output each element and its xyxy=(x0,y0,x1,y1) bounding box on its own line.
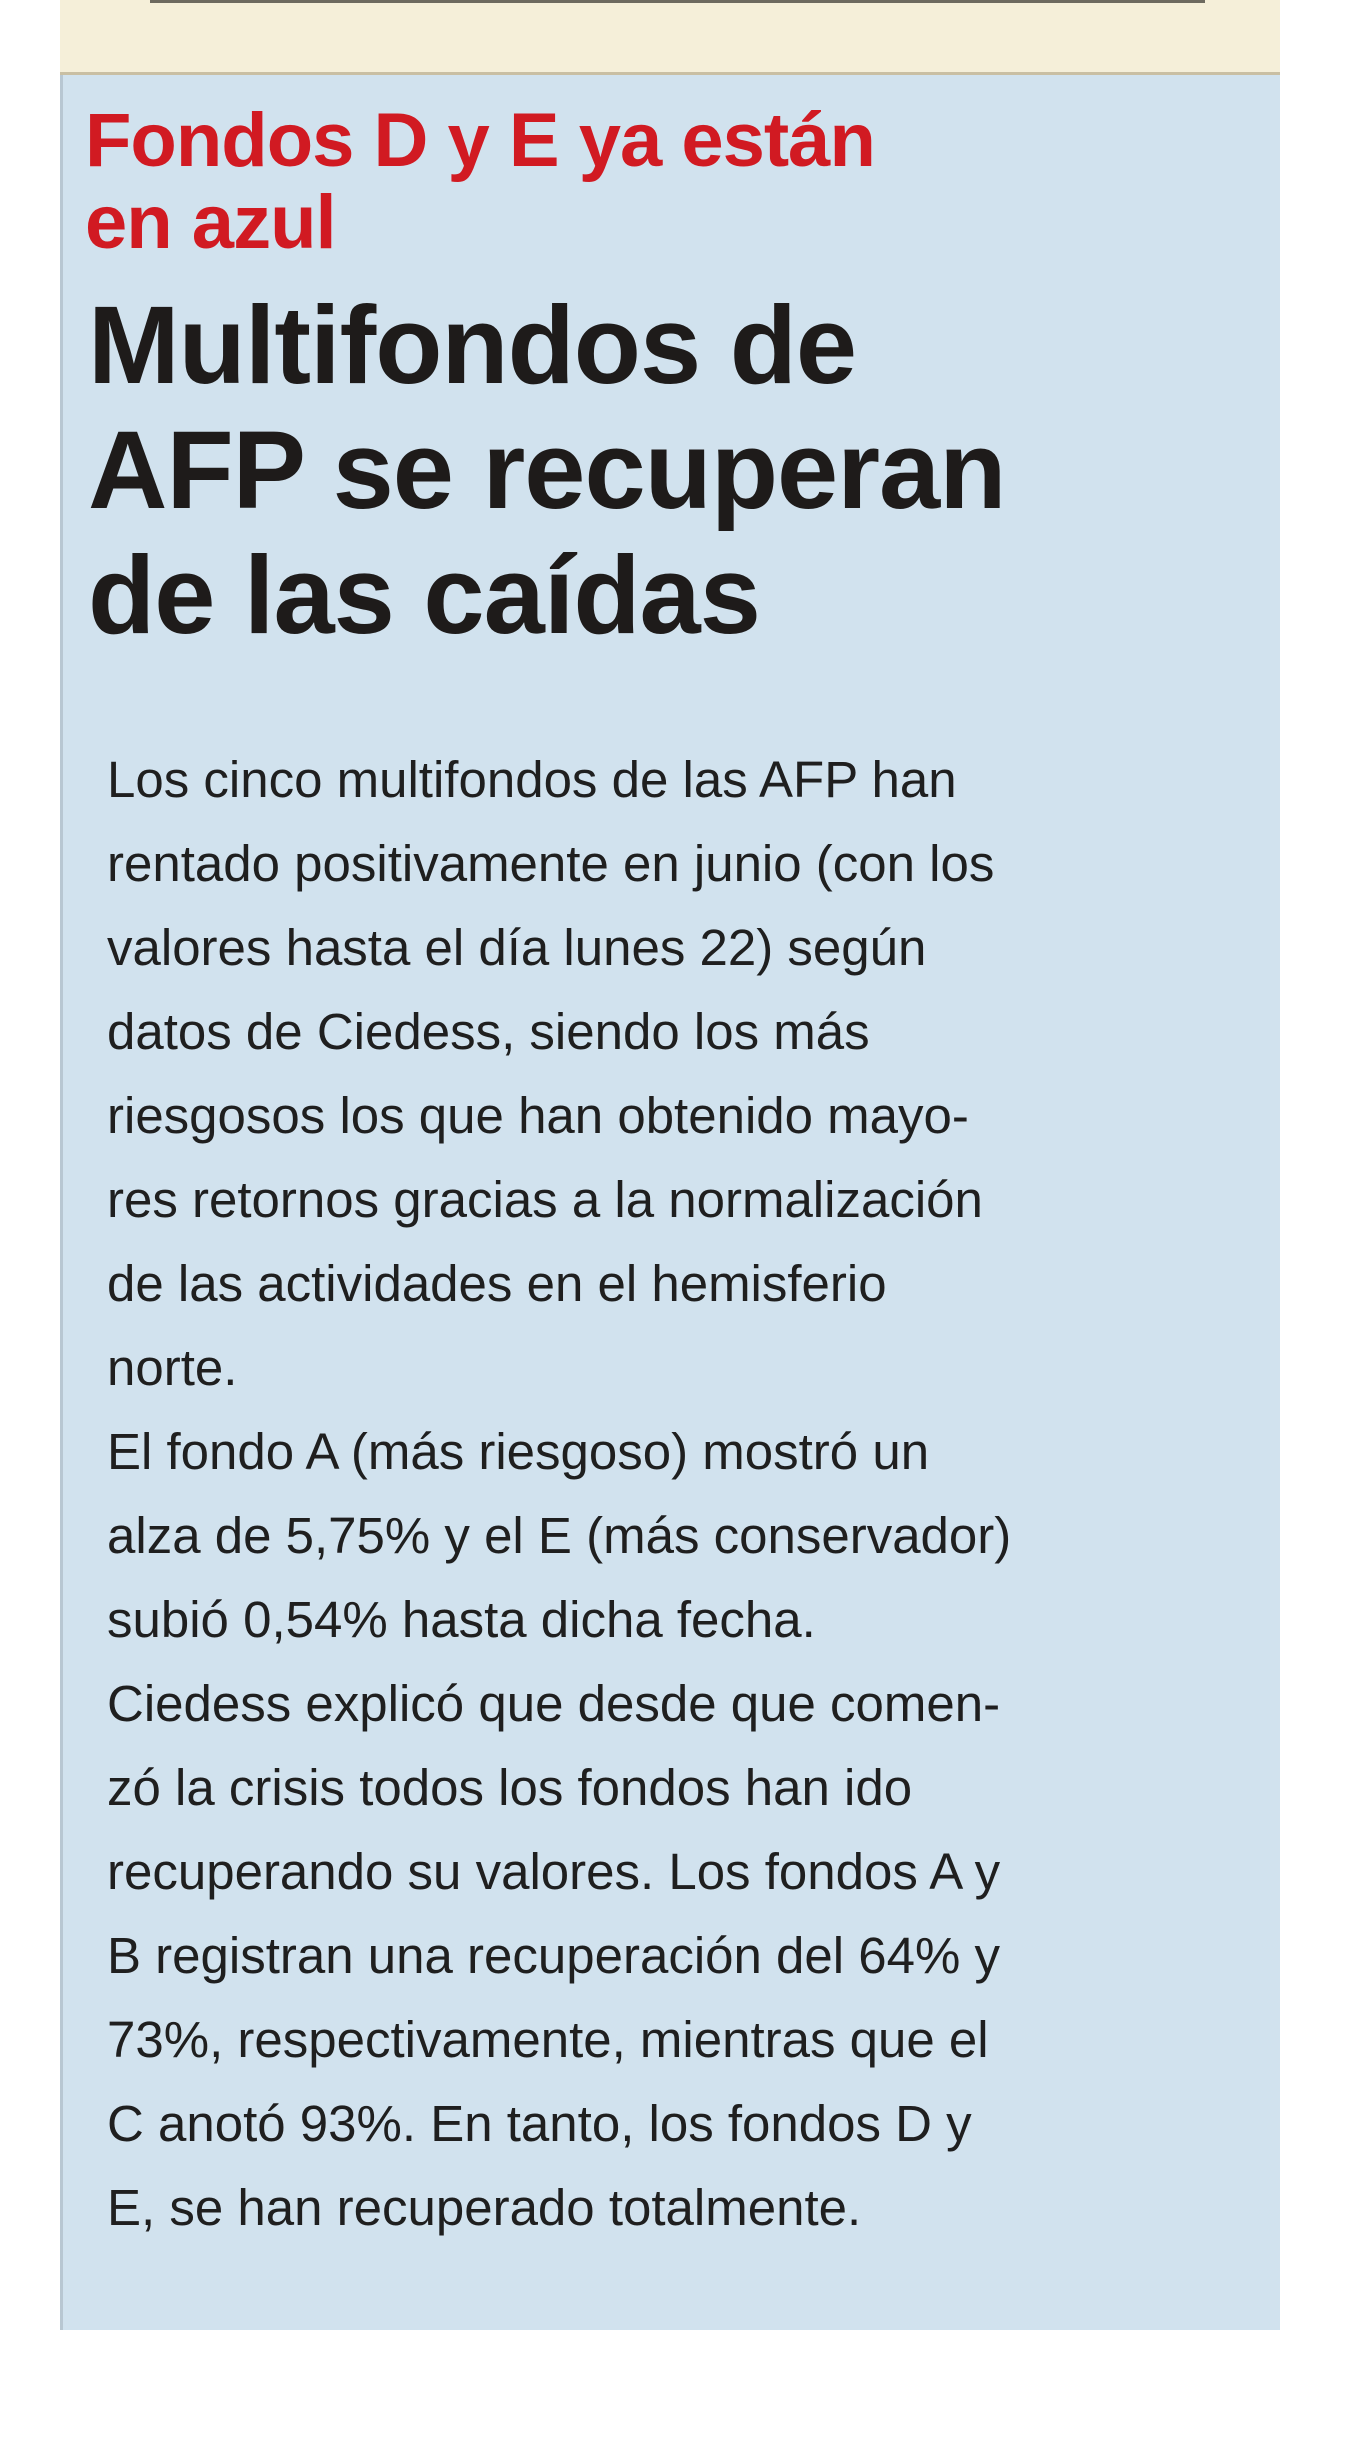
article-paragraph-3: Ciedess explicó que desde que comen- zó la crisis todos los fondos han ido recuperando su valores. Los fondos A y B registran una recuperación del 64% y 73%, respectivamente, mientras que el C anotó 93%. En tanto, los fondos D y E, se han recuperado totalmente. xyxy=(107,1675,1001,2236)
article-paragraph-1: Los cinco multifondos de las AFP han rentado positivamente en junio (con los valores hasta el día lunes 22) según datos de Ciedess, siendo los más riesgosos los que han obtenido mayo- res retornos gracias a la normalización de las actividades en el hemisferio norte. xyxy=(107,751,995,1396)
article-kicker: Fondos D y E ya están en azul xyxy=(85,98,875,265)
top-rule xyxy=(150,0,1205,3)
article-body xyxy=(107,738,1247,2250)
article-paragraph-2: El fondo A (más riesgoso) mostró un alza de 5,75% y el E (más conservador) subió 0,54% hasta dicha fecha. xyxy=(107,1423,1012,1648)
top-band xyxy=(60,0,1280,73)
article-headline: Multifondos de AFP se recuperan de las caídas xyxy=(88,284,1006,657)
